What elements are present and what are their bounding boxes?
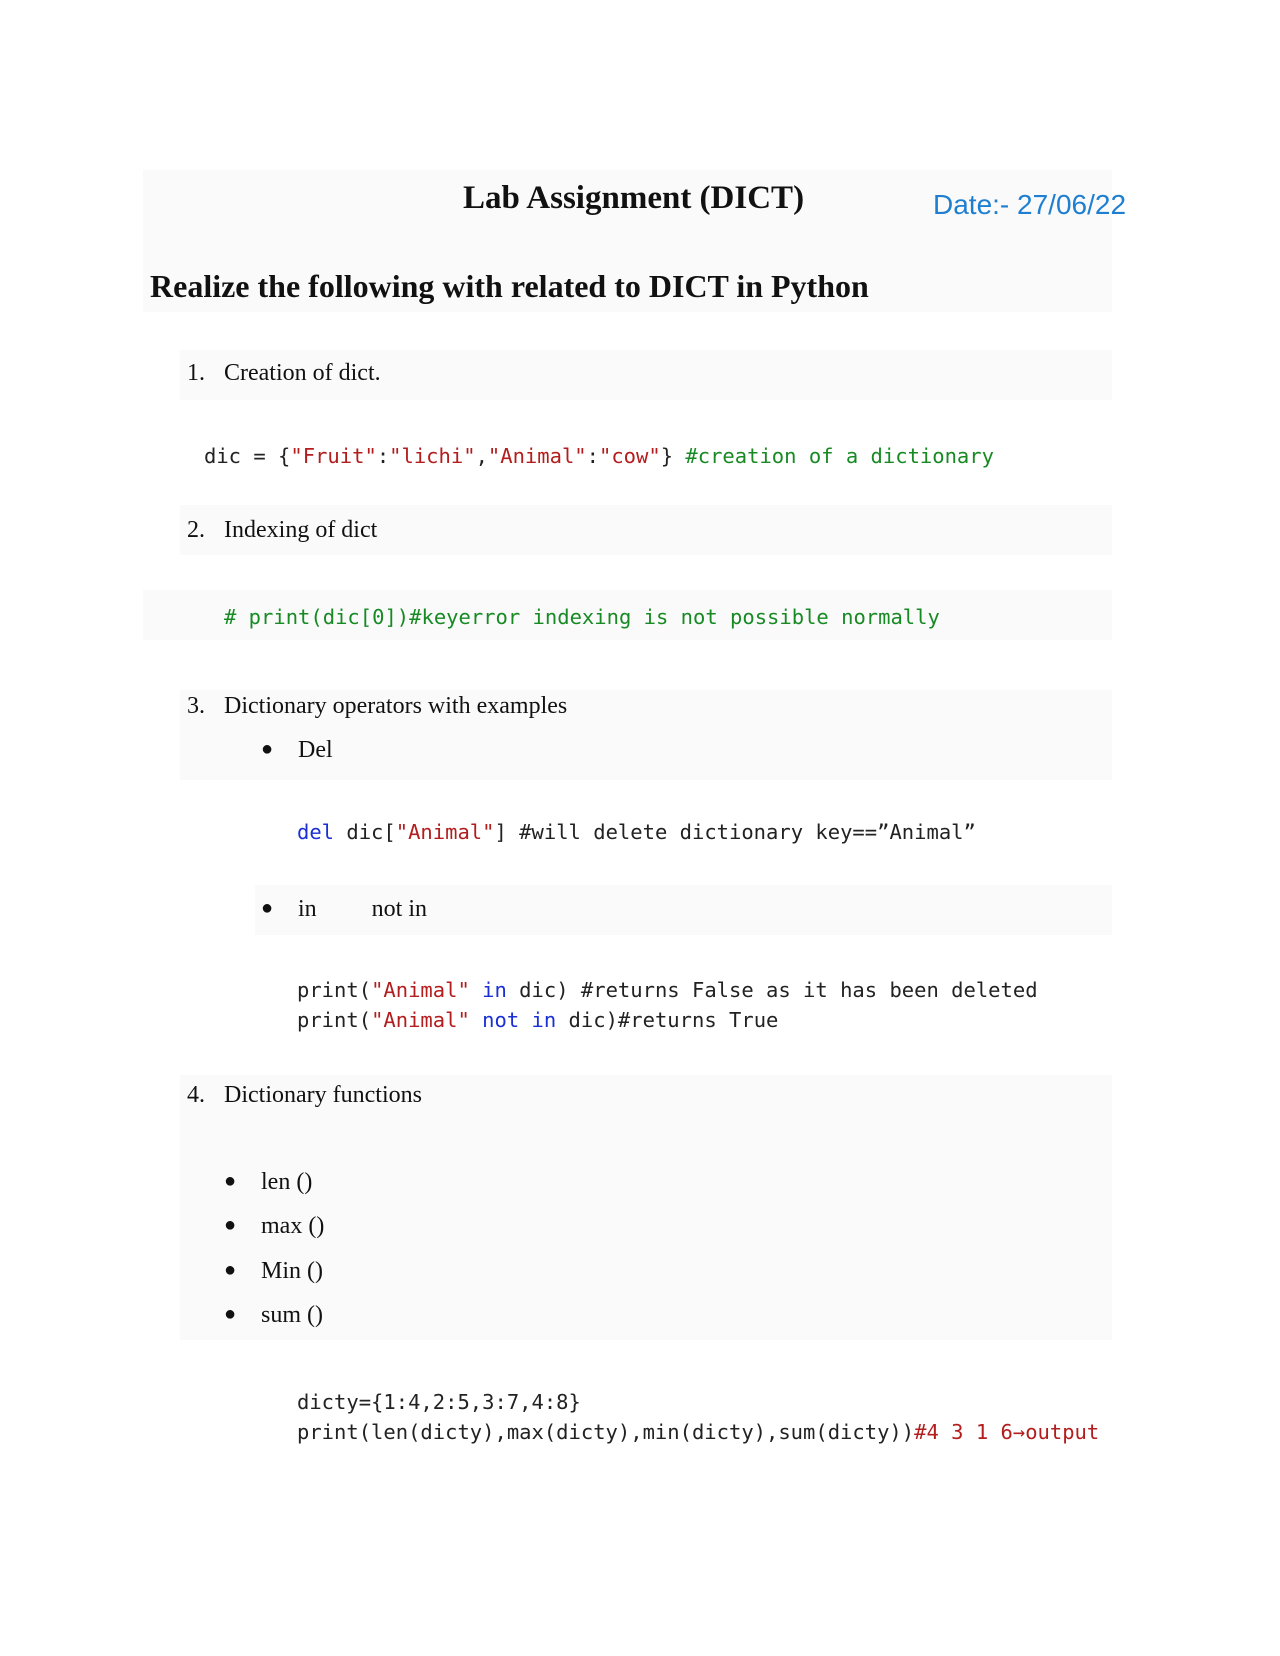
bullet-icon: ● bbox=[224, 1303, 237, 1325]
section-3-label: Dictionary operators with examples bbox=[224, 693, 568, 719]
function-label: len () bbox=[261, 1169, 313, 1195]
code-text: ] #will delete dictionary key==”Animal” bbox=[494, 820, 976, 844]
code-indexing-comment: # print(dic[0])#keyerror indexing is not possible normally bbox=[224, 605, 940, 629]
code-text: } bbox=[660, 444, 686, 468]
section-1-number: 1. bbox=[187, 360, 205, 386]
code-string: "Animal" bbox=[371, 978, 470, 1002]
bullet-in-label: in bbox=[298, 896, 317, 922]
code-comment: #creation of a dictionary bbox=[685, 444, 994, 468]
code-text bbox=[470, 1008, 482, 1032]
section-2-number: 2. bbox=[187, 517, 205, 543]
bullet-in bbox=[261, 896, 427, 923]
code-keyword: in bbox=[531, 1008, 557, 1032]
code-string: "Animal" bbox=[371, 1008, 470, 1032]
bullet-icon: ● bbox=[261, 897, 274, 919]
code-keyword: not bbox=[482, 1008, 520, 1032]
bullet-del bbox=[261, 737, 333, 764]
bullet-icon: ● bbox=[261, 738, 274, 760]
code-string: "Fruit" bbox=[290, 444, 377, 468]
section-2-label: Indexing of dict bbox=[224, 517, 378, 543]
function-item bbox=[224, 1302, 323, 1329]
code-string: "Animal" bbox=[395, 820, 495, 844]
section-3-heading bbox=[187, 693, 567, 720]
code-text: print(len(dicty),max(dicty),min(dicty),sum(dicty)) bbox=[297, 1420, 915, 1444]
function-label: max () bbox=[261, 1213, 325, 1239]
code-creation bbox=[204, 441, 994, 472]
code-text: dic[ bbox=[334, 820, 396, 844]
code-in-line-2 bbox=[297, 1005, 778, 1036]
section-1-heading bbox=[187, 360, 381, 387]
function-item bbox=[224, 1258, 323, 1285]
section-4-shade bbox=[180, 1075, 1112, 1340]
code-text: print( bbox=[297, 1008, 372, 1032]
code-text: print( bbox=[297, 978, 372, 1002]
date-label: Date:- 27/06/22 bbox=[933, 189, 1127, 220]
code-keyword: del bbox=[297, 820, 335, 844]
code-string: "lichi" bbox=[389, 444, 476, 468]
assignment-subtitle: Realize the following with related to DICT in Python bbox=[150, 268, 869, 304]
code-dicty-line-2 bbox=[297, 1417, 1099, 1448]
code-dicty-line-1: dicty={1:4,2:5,3:7,4:8} bbox=[297, 1390, 581, 1414]
section-4-heading bbox=[187, 1082, 422, 1109]
code-text: dic = { bbox=[204, 444, 291, 468]
code-text: : bbox=[376, 444, 390, 468]
code-text bbox=[470, 978, 482, 1002]
function-label: Min () bbox=[261, 1258, 323, 1284]
bullet-not-in-label: not in bbox=[371, 896, 428, 922]
section-4-number: 4. bbox=[187, 1082, 205, 1108]
function-item bbox=[224, 1213, 324, 1240]
function-item bbox=[224, 1169, 312, 1196]
code-in-line-1 bbox=[297, 975, 1038, 1006]
code-output-comment: #4 3 1 6→output bbox=[914, 1420, 1100, 1444]
code-keyword: in bbox=[482, 978, 507, 1002]
section-4-label: Dictionary functions bbox=[224, 1082, 422, 1108]
function-label: sum () bbox=[261, 1302, 323, 1328]
bullet-icon: ● bbox=[224, 1214, 237, 1236]
bullet-icon: ● bbox=[224, 1170, 237, 1192]
code-string: "Animal" bbox=[487, 444, 587, 468]
section-2-heading bbox=[187, 517, 377, 544]
code-text bbox=[519, 1008, 531, 1032]
code-text: : bbox=[586, 444, 599, 468]
bullet-del-label: Del bbox=[298, 737, 333, 763]
section-1-label: Creation of dict. bbox=[224, 360, 381, 386]
code-string: "cow" bbox=[599, 444, 661, 468]
bullet-icon: ● bbox=[224, 1259, 237, 1281]
code-text: , bbox=[475, 444, 488, 468]
section-3-number: 3. bbox=[187, 693, 205, 719]
document-title: Lab Assignment (DICT) bbox=[463, 180, 805, 216]
code-text: dic) #returns False as it has been deleted bbox=[506, 978, 1038, 1002]
code-text: dic)#returns True bbox=[556, 1008, 779, 1032]
code-del bbox=[297, 817, 976, 848]
